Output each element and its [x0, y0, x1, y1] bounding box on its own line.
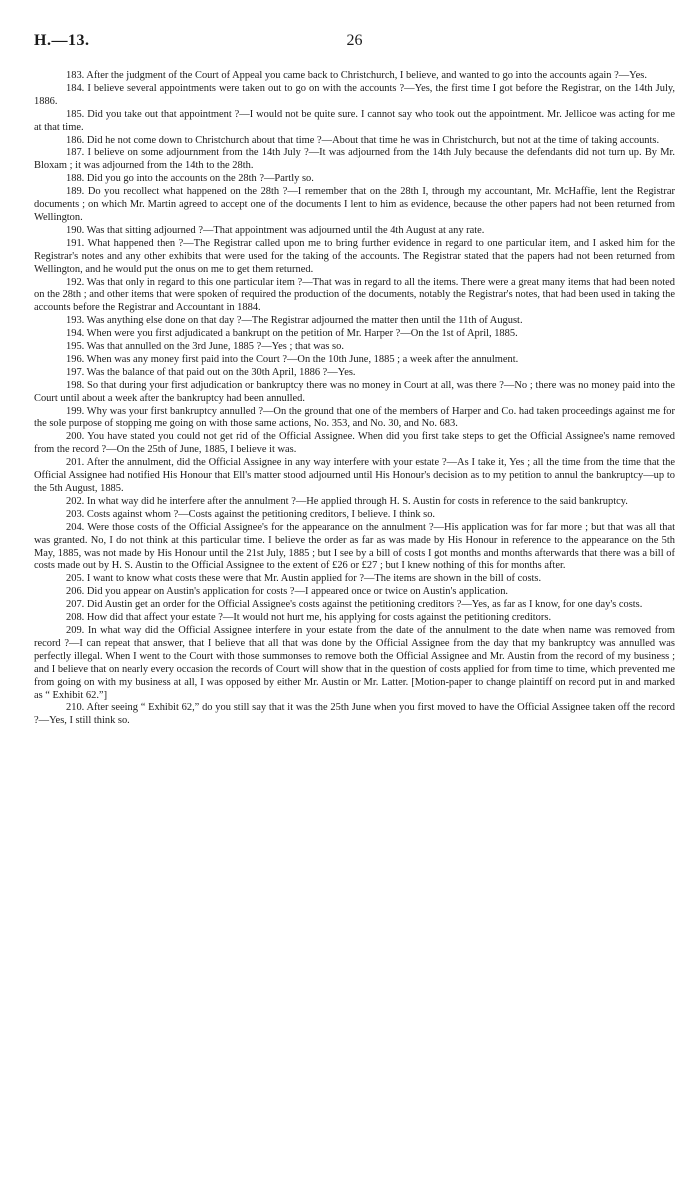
- paragraph-200: 200. You have stated you could not get rid of the Official Assignee. When did you first take steps to get the Official Assignee's name removed from the record ?—On the 25th of June, 1885, I believe it was.: [34, 431, 675, 456]
- paragraph-199: 199. Why was your first bankruptcy annulled ?—On the ground that one of the members of Harper and Co. had taken proceedings against me for the sole purpose of stopping me going on with those same actions, No. 353, and No. 30, and No. 683.: [34, 405, 675, 430]
- paragraph-202: 202. In what way did he interfere after the annulment ?—He applied through H. S. Austin for costs in reference to the said bankruptcy.: [66, 495, 628, 507]
- paragraph-184: 184. I believe several appointments were taken out to go on with the accounts ?—Yes, the first time I got before the Registrar, on the 14th July, 1886.: [34, 82, 675, 107]
- paragraph-192: 192. Was that only in regard to this one particular item ?—That was in regard to all the items. There were a great many items that had been noted on the 28th ; and other items that were spoken of required the production of the documents, notably the Registrar's notes, that had been used in taking the accounts before the Registrar and Accountant in 1884.: [34, 276, 675, 314]
- paragraph-205: 205. I want to know what costs these were that Mr. Austin applied for ?—The items are shown in the bill of costs.: [66, 573, 542, 585]
- document-reference: H.—13.: [34, 32, 90, 49]
- paragraph-201: 201. After the annulment, did the Official Assignee in any way interfere with your estate ?—As I take it, Yes ; all the time from the time that the Official Assignee had notified His Honour that Ell's matter stood adjourned until His Honour's decision as to my petition to annul the bankruptcy—up to the 5th August, 1885.: [34, 457, 675, 494]
- document-body: [34, 70, 675, 728]
- paragraph-187: 187. I believe on some adjournment from the 14th July ?—It was adjourned from the 14th July because the defendants did not turn up. By Mr. Bloxam ; it was adjourned from the 14th to the 28th.: [34, 147, 675, 172]
- page-header: [34, 32, 675, 54]
- paragraph-208: 208. How did that affect your estate ?—It would not hurt me, his applying for costs against the petitioning creditors.: [66, 612, 552, 624]
- paragraph-203: 203. Costs against whom ?—Costs against the petitioning creditors, I believe. I think so.: [66, 508, 436, 520]
- paragraph-191: 191. What happened then ?—The Registrar called upon me to bring further evidence in regard to one particular item, and I asked him for the Registrar's notes and any other exhibits that were used for the taking of the accounts. The Registrar stated that the papers had not been returned from Wellington, and he would put the onus on me to get them returned.: [34, 237, 675, 275]
- paragraph-209: 209. In what way did the Official Assignee interfere in your estate from the date of the annulment to the date when name was removed from record ?—I can repeat that answer, that I believe that all that was done by the Official Assignee from the day that my bankruptcy was annulled was perfectly illegal. When I went to the Court with those summonses to remove both the Official Assignee and Mr. Austin from the record of my business ; and I believe that on nearly every occasion the records of Court will show that in the question of costs applied for from time to time, which prevented me from going on with my business at all, I was opposed by either Mr. Austin or Mr. Latter. [Motion-paper to change plaintiff on record put in and marked as “ Exhibit 62.”]: [34, 624, 675, 701]
- paragraph-206: 206. Did you appear on Austin's application for costs ?—I appeared once or twice on Austin's application.: [66, 586, 509, 598]
- paragraph-207: 207. Did Austin get an order for the Official Assignee's costs against the petitioning creditors ?—Yes, as far as I know, for one day's costs.: [66, 599, 643, 611]
- paragraph-204: 204. Were those costs of the Official Assignee's for the appearance on the annulment ?—His application was for far more ; but that was all that was granted. No, I do not think at this particular time. I believe the order as far as was made by His Honour in reference to the appearance on the 5th May, 1885, was not made by His Honour until the 21st July, 1885 ; but I see by a bill of costs I got months and months afterwards that there was a bill of costs made out by H. S. Austin to the Official Assignee to the extent of £26 or £27 ; but I knew nothing of this for months after.: [34, 521, 675, 572]
- paragraph-194: 194. When were you first adjudicated a bankrupt on the petition of Mr. Harper ?—On the 1st of April, 1885.: [66, 328, 518, 340]
- paragraph-185: 185. Did you take out that appointment ?—I would not be quite sure. I cannot say who took out the appointment. Mr. Jellicoe was acting for me at that time.: [34, 108, 675, 133]
- paragraph-189: 189. Do you recollect what happened on the 28th ?—I remember that on the 28th I, through my accountant, Mr. McHaffie, lent the Registrar documents ; on which Mr. Martin agreed to accept one of the documents I lent to him as evidence, because the other papers had not been returned from Wellington.: [34, 186, 675, 223]
- paragraph-186: 186. Did he not come down to Christchurch about that time ?—About that time he was in Christchurch, but not at the time of taking accounts.: [66, 134, 660, 146]
- paragraph-198: 198. So that during your first adjudication or bankruptcy there was no money in Court at all, was there ?—No ; there was no money paid into the Court until about a week after the bankruptcy had been annulled.: [34, 379, 675, 404]
- paragraph-195: 195. Was that annulled on the 3rd June, 1885 ?—Yes ; that was so.: [66, 341, 344, 353]
- paragraph-197: 197. Was the balance of that paid out on the 30th April, 1886 ?—Yes.: [66, 366, 356, 378]
- paragraph-210: 210. After seeing “ Exhibit 62,” do you still say that it was the 25th June when you first moved to have the Official Assignee taken off the record ?—Yes, I still think so.: [34, 702, 675, 727]
- paragraph-183: 183. After the judgment of the Court of Appeal you came back to Christchurch, I believe, and wanted to go into the accounts again ?—Yes.: [66, 70, 647, 81]
- page-number: 26: [346, 32, 363, 49]
- paragraph-190: 190. Was that sitting adjourned ?—That appointment was adjourned until the 4th August at any rate.: [66, 224, 485, 236]
- paragraph-193: 193. Was anything else done on that day ?—The Registrar adjourned the matter then until the 11th of August.: [66, 315, 523, 327]
- paragraph-196: 196. When was any money first paid into the Court ?—On the 10th June, 1885 ; a week after the annulment.: [66, 353, 519, 365]
- paragraph-188: 188. Did you go into the accounts on the 28th ?—Partly so.: [66, 173, 314, 185]
